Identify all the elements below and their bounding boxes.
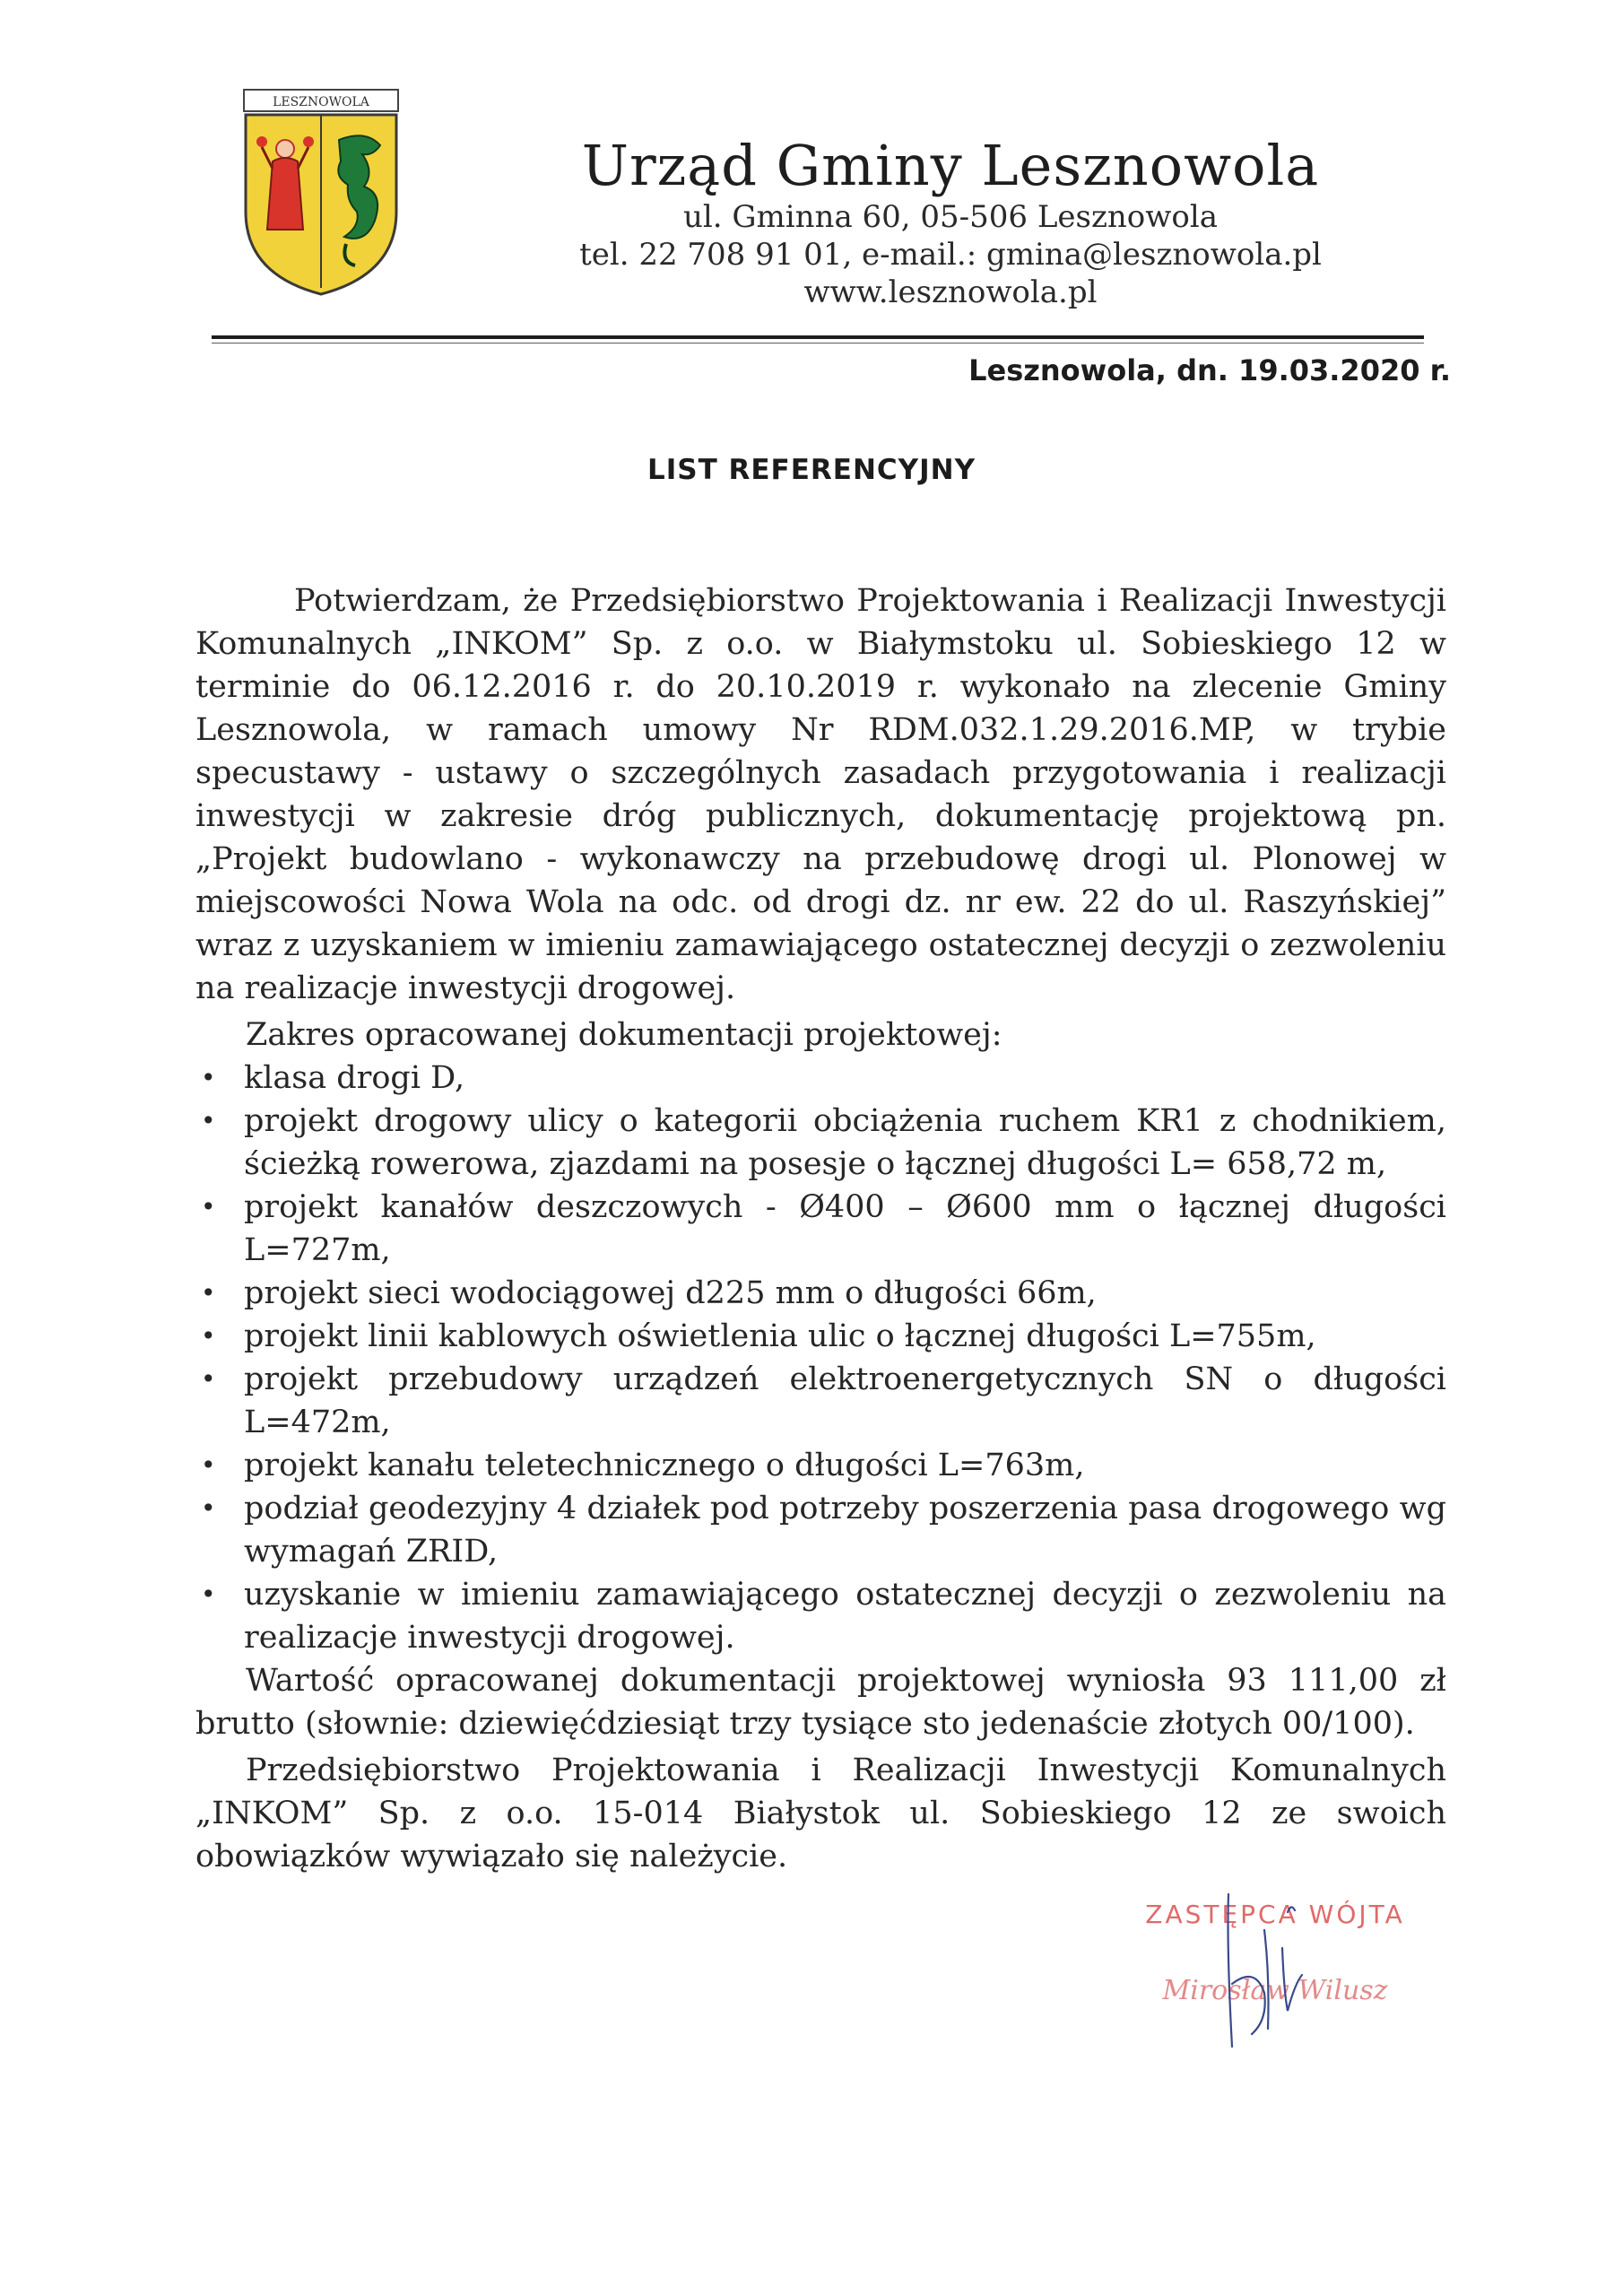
header-divider (212, 335, 1424, 339)
list-item: • uzyskanie w imieniu zamawiającego ostatecznej decyzji o zezwoleniu na realizacje inwestycji drogowej. (195, 1573, 1446, 1659)
bullet-icon: • (201, 1192, 216, 1222)
handwritten-signature-icon (1202, 1876, 1336, 2065)
list-item: • podział geodezyjny 4 działek pod potrzeby poszerzenia pasa drogowego wg wymagań ZRID, (195, 1487, 1446, 1573)
letter-date: Lesznowola, dn. 19.03.2020 r. (968, 353, 1451, 387)
confirmation-paragraph: Potwierdzam, że Przedsiębiorstwo Projektowania i Realizacji Inwestycji Komunalnych „INKOM” Sp. z o.o. w Białymstoku ul. Sobieskiego 12 w terminie do 06.12.2016 r. do 20.10.2019 r. wykonało na zlecenie Gminy Lesznowola, w ramach umowy Nr RDM.032.1.29.2016.MP, w trybie specustawy - ustawy o szczególnych zasadach przygotowania i realizacji inwestycji w zakresie dróg publicznych, dokumentację projektową pn. „Projekt budowlano - wykonawczy na przebudowę drogi ul. Plonowej w miejscowości Nowa Wola na odc. od drogi dz. nr ew. 22 do ul. Raszyńskiej” wraz z uzyskaniem w imieniu zamawiającego ostatecznej decyzji o zezwoleniu na realizacje inwestycji drogowej. (195, 583, 1446, 1006)
header-divider-thin (212, 343, 1424, 344)
bullet-icon: • (201, 1579, 216, 1609)
bullet-icon: • (201, 1493, 216, 1523)
office-name: Urząd Gminy Lesznowola (581, 133, 1320, 198)
bullet-icon: • (201, 1321, 216, 1351)
office-website: www.lesznowola.pl (803, 274, 1098, 310)
list-item: • projekt kanału teletechnicznego o długości L=763m, (195, 1444, 1446, 1487)
scope-heading: Zakres opracowanej dokumentacji projektowej: (246, 1017, 1002, 1053)
scope-list (195, 1057, 1446, 1659)
stamp-name: Mirosław Wilusz (1162, 1975, 1388, 2006)
office-address: ul. Gminna 60, 05-506 Lesznowola (682, 199, 1218, 235)
list-item: • projekt przebudowy urządzeń elektroenergetycznych SN o długości L=472m, (195, 1358, 1446, 1444)
list-item: • projekt linii kablowych oświetlenia ulic o łącznej długości L=755m, (195, 1315, 1446, 1358)
bullet-icon: • (201, 1106, 216, 1135)
office-contact: tel. 22 708 91 01, e-mail.: gmina@lesznowola.pl (579, 237, 1322, 273)
bullet-icon: • (201, 1364, 216, 1394)
list-item: • projekt sieci wodociągowej d225 mm o długości 66m, (195, 1272, 1446, 1315)
bullet-icon: • (201, 1278, 216, 1308)
list-item: • projekt drogowy ulicy o kategorii obciążenia ruchem KR1 z chodnikiem, ścieżką rowerowa, zjazdami na posesje o łącznej długości L= 658,72 m, (195, 1100, 1446, 1186)
letter-title: LIST REFERENCYJNY (647, 454, 976, 486)
value-paragraph: Wartość opracowanej dokumentacji projektowej wyniosła 93 111,00 zł brutto (słownie: dziewięćdziesiąt trzy tysiące sto jedenaście złotych 00/100). (195, 1663, 1446, 1742)
stamp-role: ZASTĘPCA WÓJTA (1145, 1900, 1405, 1929)
bullet-icon: • (201, 1063, 216, 1092)
coat-of-arms-icon (240, 86, 402, 298)
svg-text:LESZNOWOLA: LESZNOWOLA (273, 95, 369, 109)
closing-paragraph: Przedsiębiorstwo Projektowania i Realizacji Inwestycji Komunalnych „INKOM” Sp. z o.o. 15-014 Białystok ul. Sobieskiego 12 ze swoich obowiązków wywiązało się należycie. (195, 1752, 1446, 1874)
bullet-icon: • (201, 1450, 216, 1480)
list-item: • klasa drogi D, (195, 1057, 1446, 1100)
list-item: • projekt kanałów deszczowych - Ø400 – Ø600 mm o łącznej długości L=727m, (195, 1186, 1446, 1272)
letter-body (195, 579, 1446, 1878)
